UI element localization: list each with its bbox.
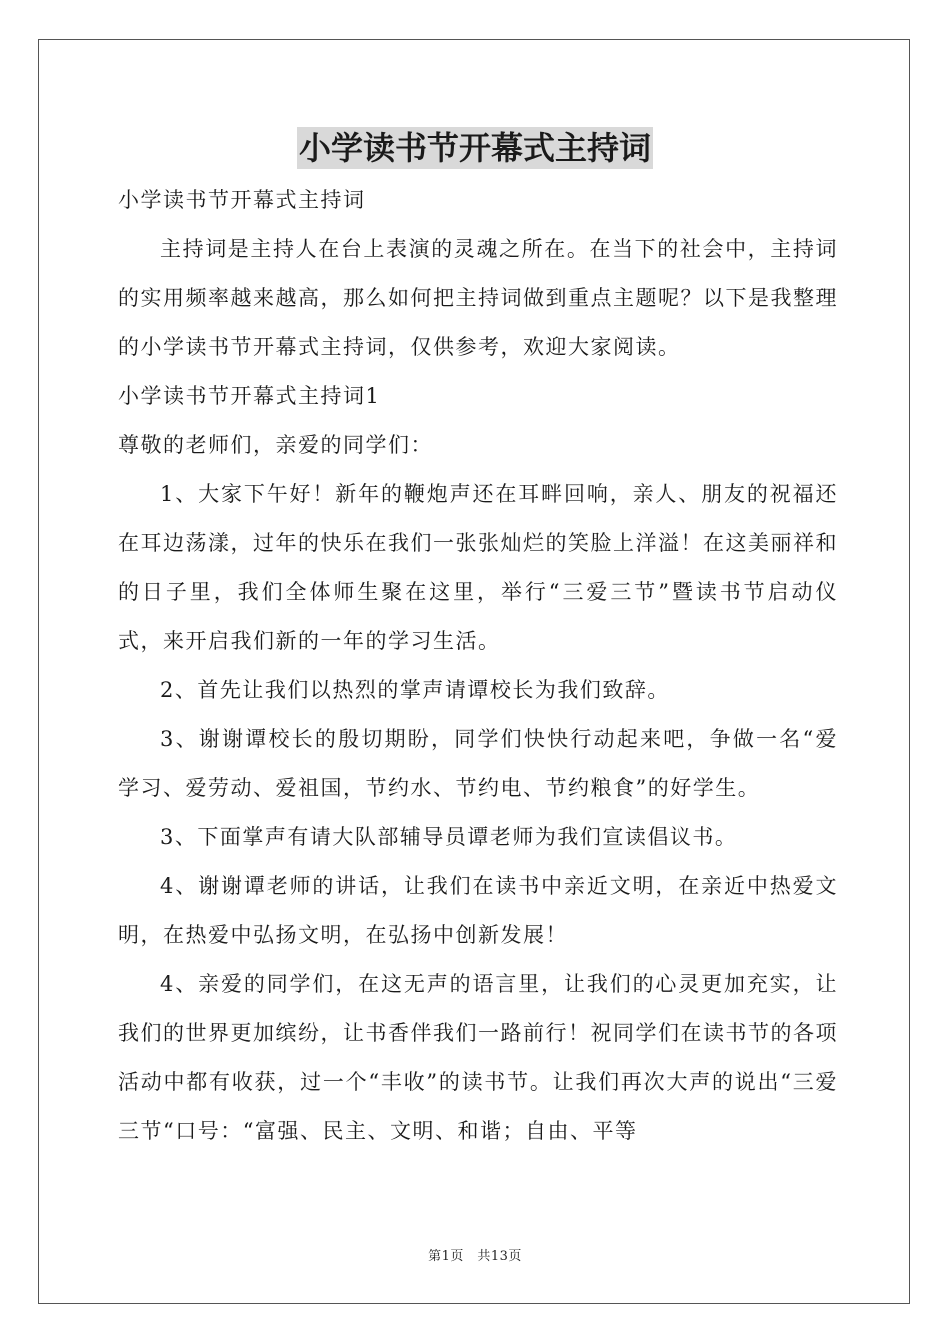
paragraph-1: 1、大家下午好！新年的鞭炮声还在耳畔回响，亲人、朋友的祝福还在耳边荡漾，过年的快乐在我们一张张灿烂的笑脸上洋溢！在这美丽祥和的日子里，我们全体师生聚在这里，举行“三爱三节”暨读书节启动仪式，来开启我们新的一年的学习生活。 (118, 482, 838, 653)
paragraph-6: 4、亲爱的同学们，在这无声的语言里，让我们的心灵更加充实，让我们的世界更加缤纷，让书香伴我们一路前行！祝同学们在读书节的各项活动中都有收获，过一个“丰收”的读书节。让我们再次大声的说出“三爱三节“口号：“富强、民主、文明、和谐；自由、平等 (118, 972, 838, 1143)
page-footer: 第1页 共13页 (428, 1249, 522, 1264)
intro-paragraph: 主持词是主持人在台上表演的灵魂之所在。在当下的社会中，主持词的实用频率越来越高，那么如何把主持词做到重点主题呢？以下是我整理的小学读书节开幕式主持词，仅供参考，欢迎大家阅读。 (118, 237, 838, 359)
document-body (118, 176, 838, 1156)
document-subtitle: 小学读书节开幕式主持词 (118, 188, 366, 212)
section-heading: 小学读书节开幕式主持词1 (118, 384, 381, 408)
paragraph-5: 4、谢谢谭老师的讲话，让我们在读书中亲近文明，在亲近中热爱文明，在热爱中弘扬文明，在弘扬中创新发展！ (118, 874, 838, 947)
paragraph-4: 3、下面掌声有请大队部辅导员谭老师为我们宣读倡议书。 (160, 825, 738, 849)
document-title: 小学读书节开幕式主持词 (298, 129, 651, 167)
paragraph-2: 2、首先让我们以热烈的掌声请谭校长为我们致辞。 (160, 678, 670, 702)
title-container (0, 127, 950, 169)
paragraph-3: 3、谢谢谭校长的殷切期盼，同学们快快行动起来吧，争做一名“爱学习、爱劳动、爱祖国，节约水、节约电、节约粮食”的好学生。 (118, 727, 838, 800)
greeting-line: 尊敬的老师们，亲爱的同学们： (118, 433, 433, 457)
